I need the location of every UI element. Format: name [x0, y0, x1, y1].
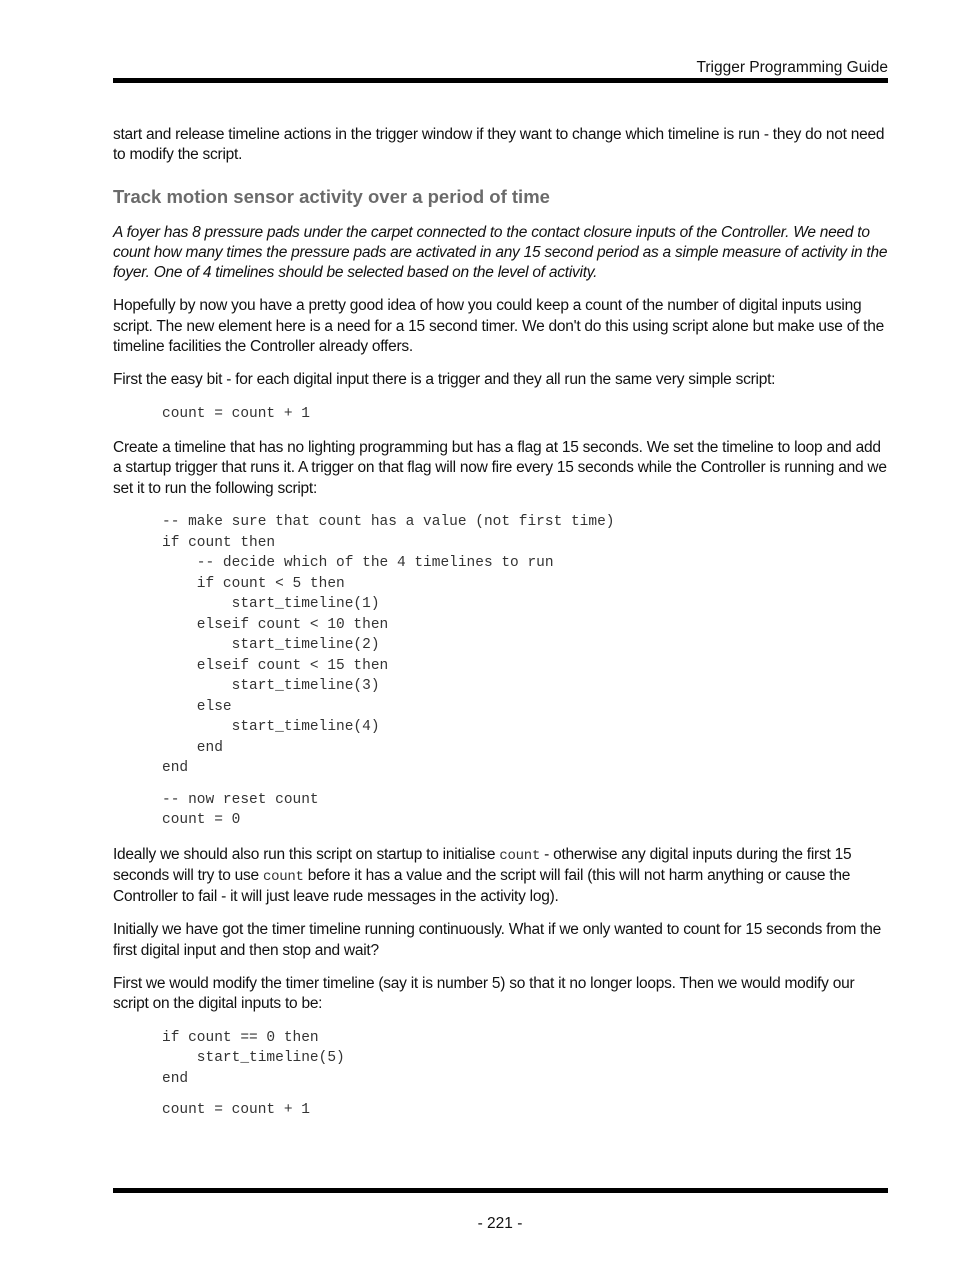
inline-code-count: count [499, 847, 541, 864]
paragraph-initially: Initially we have got the timer timeline running continuously. What if we only wanted to count for 15 seconds from the first digital input and then stop and wait? [113, 921, 882, 959]
code-block-select-timeline: -- make sure that count has a value (not first time) if count then -- decide which of the 4 timelines to run if count < 5 then start_timeline(1) elseif count < 10 then start_timeline(2) elseif count < 15 then start_timeline(3) else start_timeline(4) end end [162, 514, 615, 777]
paragraph-ideally-part-2: - otherwise any digital inputs during the first 15 seconds will try to use [113, 845, 852, 884]
paragraph-ideally [113, 845, 889, 908]
section-heading: Track motion sensor activity over a period of time [113, 185, 550, 207]
page-number: - 221 - [477, 1215, 523, 1232]
code-block-reset-count: -- now reset count count = 0 [162, 791, 319, 829]
running-header-title: Trigger Programming Guide [696, 59, 888, 76]
paragraph-create-timeline: Create a timeline that has no lighting programming but has a flag at 15 seconds. We set the timeline to loop and add a startup trigger that runs it. A trigger on that flag will now fire every 15 seconds while the Controller is running and we set it to run the following script: [113, 439, 887, 497]
code-block-increment: count = count + 1 [162, 405, 310, 422]
inline-code-count: count [262, 868, 304, 885]
paragraph-ideally-part-1: Ideally we should also run this script on startup to initialise [113, 845, 500, 863]
paragraph-first-modify: First we would modify the timer timeline (say it is number 5) so that it no longer loops. Then we would modify our script on the digital inputs to be: [113, 975, 855, 1013]
header-rule [113, 78, 888, 83]
paragraph-ideally-part-3: before it has a value and the script will fail (this will not harm anything or cause the Controller to fail - it will just leave rude messages in the activity log). [113, 866, 851, 906]
paragraph-first-easy-bit: First the easy bit - for each digital input there is a trigger and they all run the same very simple script: [113, 371, 776, 389]
page-content [113, 125, 889, 1135]
footer-rule [113, 1188, 888, 1193]
paragraph-continuation: start and release timeline actions in the trigger window if they want to change which timeline is run - they do not need to modify the script. [113, 126, 885, 164]
code-block-start-timer: if count == 0 then start_timeline(5) end [162, 1029, 345, 1087]
code-block-increment-2: count = count + 1 [162, 1102, 310, 1119]
paragraph-hopefully: Hopefully by now you have a pretty good idea of how you could keep a count of the number of digital inputs using script. The new element here is a need for a 15 second timer. We don't do this using script alone but make use of the timeline facilities the Controller already offers. [113, 297, 884, 356]
paragraph-scenario: A foyer has 8 pressure pads under the carpet connected to the contact closure inputs of the Controller. We need to count how many times the pressure pads are activated in any 15 second period as a simple measure of activity in the foyer. One of 4 timelines should be selected based on the level of activity. [113, 223, 888, 282]
